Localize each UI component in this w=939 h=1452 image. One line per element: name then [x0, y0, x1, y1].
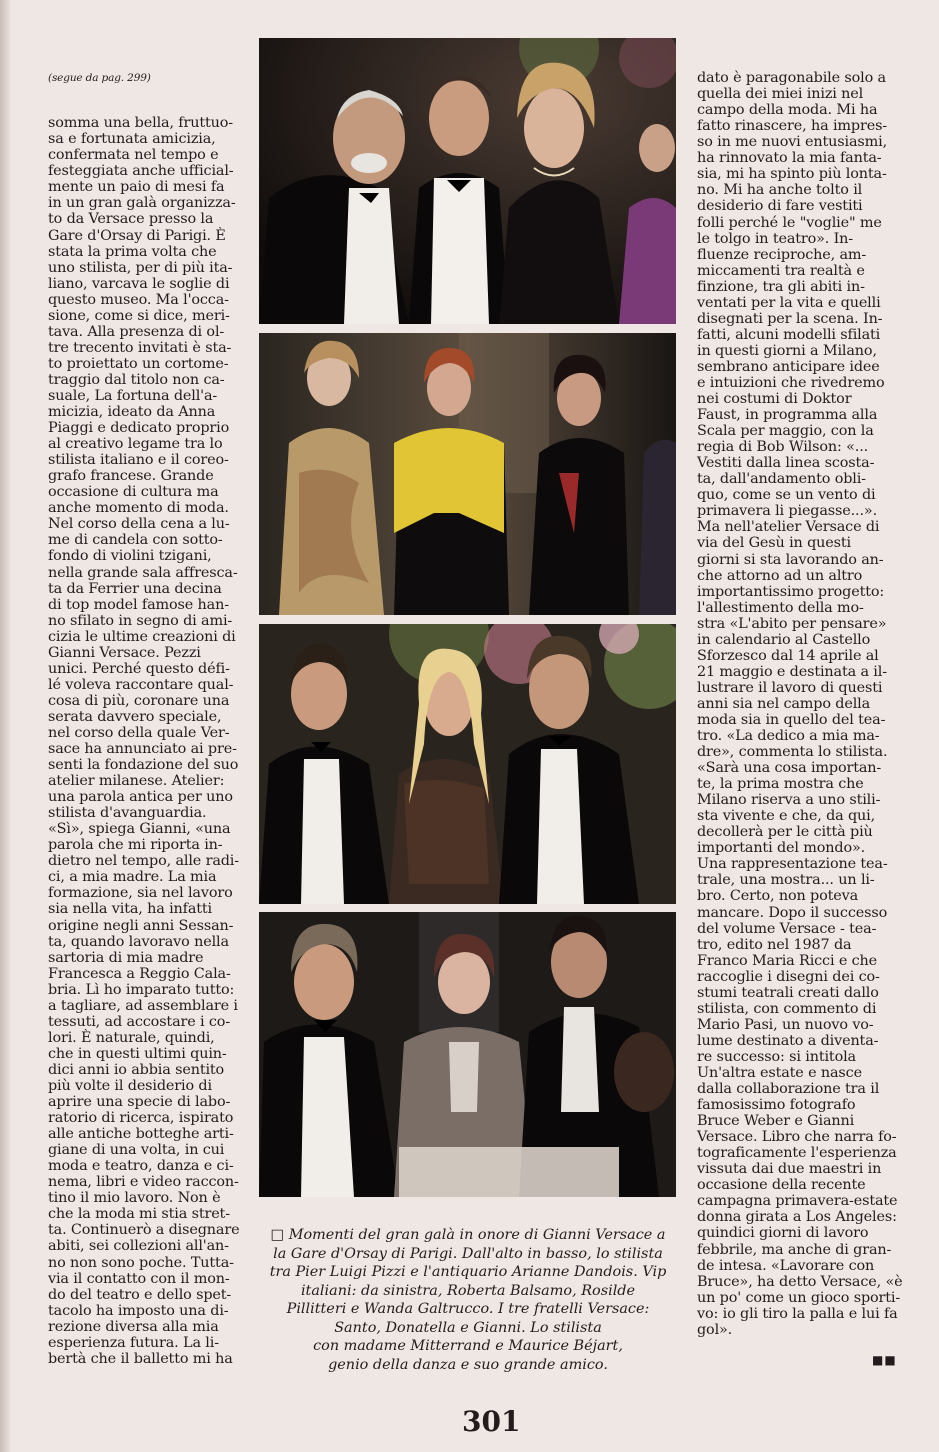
text-line: micizia, ideato da Anna — [48, 404, 216, 421]
text-line: una parola antica per uno — [48, 789, 233, 806]
text-line: Vestiti dalla linea scosta- — [697, 455, 875, 472]
page-number: 301 — [462, 1405, 521, 1438]
text-line: uno stilista, per di più ita- — [48, 259, 233, 276]
text-line: campo della moda. Mi ha — [697, 102, 878, 119]
page-edge — [0, 0, 10, 1452]
text-line: Franco Maria Ricci e che — [697, 952, 878, 969]
text-line: bria. Lì ho imparato tutto: — [48, 981, 235, 998]
text-line: l'allestimento della mo- — [697, 599, 864, 616]
text-line: senti la fondazione del suo — [48, 757, 239, 774]
text-line: al creativo legame tra lo — [48, 436, 223, 453]
text-line: e intuizioni che rivedremo — [697, 374, 885, 391]
text-line: le tolgo in teatro». In- — [697, 230, 854, 247]
text-line: Ma nell'atelier Versace di — [697, 519, 880, 536]
text-line: ci, a mia madre. La mia — [48, 869, 217, 886]
text-line: rezione diversa alla mia — [48, 1318, 219, 1335]
text-line: decollerà per le città più — [697, 824, 873, 841]
text-line: dietro nel tempo, alle radi- — [48, 853, 239, 870]
text-line: giorni si sta lavorando an- — [697, 551, 884, 568]
text-line: Milano riserva a uno stili- — [697, 792, 881, 809]
text-line: so in me nuovi entusiasmi, — [697, 134, 888, 151]
caption-line: Santo, Donatella e Gianni. Lo stilista — [334, 1319, 602, 1336]
text-line: suale, La fortuna dell'a- — [48, 387, 218, 404]
text-line: bertà che il balletto mi ha — [48, 1350, 233, 1367]
text-line: a tagliare, ad assemblare i — [48, 997, 238, 1014]
text-line: unici. Perché questo défi- — [48, 660, 230, 677]
text-line: tacolo ha imposto una di- — [48, 1302, 229, 1319]
text-line: me di candela con sotto- — [48, 532, 223, 549]
text-line: formazione, sia nel lavoro — [48, 885, 233, 902]
text-line: sembrano anticipare idee — [697, 358, 880, 375]
text-line: Bruce Weber e Gianni — [697, 1113, 855, 1130]
text-line: vo: io gli tiro la palla e lui fa — [697, 1305, 898, 1322]
text-line: Faust, in programma alla — [697, 407, 878, 424]
text-line: parola che mi riporta in- — [48, 837, 223, 854]
text-line: do del teatro e dello spet- — [48, 1286, 232, 1303]
text-line: tava. Alla presenza di ol- — [48, 323, 225, 340]
text-line: lume destinato a diventa- — [697, 1032, 879, 1049]
text-line: no. Mi ha anche tolto il — [697, 182, 863, 199]
text-line: raccoglie i disegni dei co- — [697, 968, 880, 985]
text-line: che la moda mi stia stret- — [48, 1206, 230, 1223]
caption-line: la Gare d'Orsay di Parigi. Dall'alto in basso, lo stilista — [273, 1245, 663, 1262]
text-line: campagna primavera-estate — [697, 1193, 898, 1210]
text-line: bro. Certo, non poteva — [697, 888, 859, 905]
text-line: occasione di cultura ma — [48, 484, 219, 501]
text-line: ventati per la vita e quelli — [697, 294, 881, 311]
photo-versace-pizzi-dandois — [259, 38, 676, 324]
text-line: importanti del mondo». — [697, 840, 866, 857]
text-line: quo, come se un vento di — [697, 487, 876, 504]
text-line: tro. «La dedico a mia ma- — [697, 728, 880, 745]
text-line: regia di Bob Wilson: «... — [697, 439, 869, 456]
text-line: lori. È naturale, quindi, — [48, 1029, 215, 1046]
text-line: tograficamente l'esperienza — [697, 1145, 897, 1162]
text-line: via del Gesù in questi — [697, 535, 851, 552]
text-line: che attorno ad un altro — [697, 567, 863, 584]
text-line: stilista d'avanguardia. — [48, 805, 207, 822]
text-line: to da Versace presso la — [48, 211, 214, 228]
text-line: nel corso della quale Ver- — [48, 724, 230, 741]
text-line: primavera li piegasse...». — [697, 503, 877, 520]
text-line: famosissimo fotografo — [697, 1097, 856, 1114]
text-line: dato è paragonabile solo a — [697, 70, 886, 87]
text-line: mancare. Dopo il successo — [697, 904, 888, 921]
text-line: abiti, sei collezioni all'an- — [48, 1238, 229, 1255]
text-line: moda sia in quello del tea- — [697, 711, 886, 728]
right-column-lines — [697, 70, 909, 1338]
text-line: atelier milanese. Atelier: — [48, 773, 225, 790]
article-right-column — [697, 38, 909, 1354]
text-line: dici anni io abbia sentito — [48, 1061, 225, 1078]
text-line: nei costumi di Doktor — [697, 391, 852, 408]
text-line: del volume Versace - tea- — [697, 920, 877, 937]
text-line: Scala per maggio, con la — [697, 423, 874, 440]
text-line: quella dei miei inizi nel — [697, 86, 864, 103]
text-line: sione, come si dice, meri- — [48, 307, 230, 324]
article-end-mark: ■■ — [872, 1353, 897, 1367]
text-line: ratorio di ricerca, ispirato — [48, 1110, 234, 1127]
text-line: desiderio di fare vestiti — [697, 198, 863, 215]
caption-line: tra Pier Luigi Pizzi e l'antiquario Arianne Dandois. Vip — [269, 1264, 667, 1280]
caption-line: Pillitteri e Wanda Galtrucco. I tre fratelli Versace: — [286, 1301, 650, 1317]
text-line: Un'altra estate e nasce — [697, 1065, 862, 1081]
text-line: disegnati per la scena. In- — [697, 310, 883, 327]
photo-versace-mitterrand-bejart — [259, 912, 676, 1197]
text-line: fluenze reciproche, am- — [697, 246, 867, 263]
text-line: stilista italiano e il coreo- — [48, 452, 229, 469]
text-line: ta da Ferrier una decina — [48, 580, 222, 597]
caption-line: con madame Mitterrand e Maurice Béjart, — [313, 1338, 623, 1354]
text-line: gol». — [697, 1321, 733, 1338]
text-line: alle antiche botteghe arti- — [48, 1126, 234, 1143]
text-line: Gare d'Orsay di Parigi. È — [48, 227, 226, 244]
text-line: ha rinnovato la mia fanta- — [697, 150, 882, 167]
text-line: tessuti, ad accostare i co- — [48, 1013, 231, 1030]
text-line: stra «L'abito per pensare» — [697, 615, 887, 632]
text-line: miccamenti tra realtà e — [697, 262, 865, 279]
text-line: ta, quando lavoravo nella — [48, 933, 229, 950]
text-line: quindici giorni di lavoro — [697, 1225, 869, 1242]
text-line: tino il mio lavoro. Non è — [48, 1190, 221, 1207]
text-line: «Sì», spiega Gianni, «una — [48, 821, 231, 838]
text-line: Sforzesco dal 14 aprile al — [697, 647, 879, 664]
text-line: festeggiata anche ufficial- — [48, 163, 234, 180]
text-line: mente un paio di mesi fa — [48, 179, 225, 196]
text-line: questo museo. Ma l'occa- — [48, 291, 229, 308]
text-line: sia, mi ha spinto più lonta- — [697, 166, 887, 183]
text-line: dre», commenta lo stilista. — [697, 744, 888, 761]
text-line: no sfilato in segno di ami- — [48, 612, 233, 629]
text-line: no non sono poche. Tutta- — [48, 1254, 234, 1271]
text-line: sa e fortunata amicizia, — [48, 131, 216, 148]
text-line: 21 maggio e destinata a il- — [697, 663, 887, 680]
text-line: Bruce», ha detto Versace, «è — [697, 1273, 903, 1290]
text-line: lé voleva raccontare qual- — [48, 676, 234, 693]
text-line: finzione, tra gli abiti in- — [697, 278, 865, 295]
text-line: folli perché le "voglie" me — [697, 214, 882, 231]
text-line: re successo: si intitola — [697, 1048, 856, 1065]
text-line: grafo francese. Grande — [48, 468, 214, 485]
text-line: cizia le ultime creazioni di — [48, 628, 236, 645]
text-line: che in questi ultimi quin- — [48, 1045, 227, 1062]
text-line: più volte il desiderio di — [48, 1078, 212, 1094]
text-line: in un gran galà organizza- — [48, 195, 236, 212]
text-line: dalla collaborazione tra il — [697, 1081, 880, 1098]
photo-versace-siblings — [259, 624, 676, 904]
text-line: Gianni Versace. Pezzi — [48, 644, 201, 661]
text-line: fatti, alcuni modelli sfilati — [697, 326, 881, 343]
text-line: tre trecento invitati è sta- — [48, 339, 232, 356]
text-line: moda e teatro, danza e ci- — [48, 1158, 234, 1175]
text-line: anche momento di moda. — [48, 500, 229, 517]
text-line: liano, varcava le soglie di — [48, 275, 230, 292]
text-line: ta, dall'andamento obli- — [697, 471, 866, 488]
text-line: fondo di violini tzigani, — [48, 548, 212, 565]
text-line: sta vivente e che, da qui, — [697, 808, 876, 825]
text-line: stumi teatrali creati dallo — [697, 984, 879, 1001]
text-line: traggio dal titolo non ca- — [48, 371, 225, 388]
text-line: stilista, con commento di — [697, 1000, 877, 1017]
left-column-lines — [48, 115, 248, 1367]
text-line: aprire una specie di labo- — [48, 1094, 231, 1111]
text-line: trale, una mostra... un li- — [697, 872, 875, 889]
text-line: origine negli anni Sessan- — [48, 917, 234, 934]
text-line: giane di una volta, in cui — [48, 1142, 225, 1159]
text-line: Piaggi e dedicato proprio — [48, 420, 230, 437]
article-left-column — [48, 38, 248, 1383]
text-line: via il contatto con il mon- — [48, 1270, 230, 1287]
text-line: febbrile, ma anche di gran- — [697, 1241, 892, 1258]
continued-from-ref: (segue da pag. 299) — [48, 72, 151, 85]
text-line: sia nella vita, ha infatti — [48, 901, 212, 918]
text-line: sartoria di mia madre — [48, 949, 204, 966]
text-line: donna girata a Los Angeles: — [697, 1209, 897, 1226]
text-line: di top model famose han- — [48, 596, 229, 613]
caption-line: □ Momenti del gran galà in onore di Gianni Versace a — [270, 1227, 666, 1243]
text-line: to proiettato un cortome- — [48, 355, 229, 372]
text-line: ta. Continuerò a disegnare — [48, 1222, 240, 1239]
text-line: Nel corso della cena a lu- — [48, 516, 230, 533]
text-line: Francesca a Reggio Cala- — [48, 965, 231, 982]
text-line: importantissimo progetto: — [697, 583, 885, 600]
text-line: te, la prima mostra che — [697, 776, 864, 793]
text-line: sace ha annunciato ai pre- — [48, 741, 237, 758]
text-line: occasione della recente — [697, 1177, 866, 1194]
text-line: confermata nel tempo e — [48, 147, 219, 164]
text-line: nella grande sala affresca- — [48, 564, 238, 581]
text-line: stata la prima volta che — [48, 243, 217, 260]
text-line: lustrare il lavoro di questi — [697, 679, 883, 696]
text-line: un po' come un gioco sporti- — [697, 1289, 901, 1306]
text-line: anni sia nel campo della — [697, 695, 871, 712]
text-line: Versace. Libro che narra fo- — [697, 1129, 897, 1146]
text-line: somma una bella, fruttuo- — [48, 115, 233, 132]
photo-caption — [258, 1226, 678, 1374]
text-line: cosa di più, coronare una — [48, 692, 230, 709]
text-line: nema, libri e video raccon- — [48, 1174, 239, 1191]
caption-line: italiani: da sinistra, Roberta Balsamo, Rosilde — [300, 1282, 636, 1299]
text-line: «Sarà una cosa importan- — [697, 760, 882, 777]
text-line: in questi giorni a Milano, — [697, 342, 877, 359]
text-line: vissuta dai due maestri in — [697, 1161, 882, 1178]
photo-balsamo-pillitteri-galtrucco — [259, 333, 676, 615]
text-line: fatto rinascere, ha impres- — [697, 118, 888, 135]
text-line: tro, edito nel 1987 da — [697, 936, 852, 953]
text-line: serata davvero speciale, — [48, 708, 222, 725]
text-line: esperienza futura. La li- — [48, 1334, 219, 1351]
caption-line: genio della danza e suo grande amico. — [328, 1356, 608, 1373]
text-line: Una rappresentazione tea- — [697, 856, 888, 873]
text-line: in calendario al Castello — [697, 631, 871, 648]
text-line: Mario Pasi, un nuovo vo- — [697, 1016, 874, 1033]
text-line: de intesa. «Lavorare con — [697, 1257, 875, 1274]
